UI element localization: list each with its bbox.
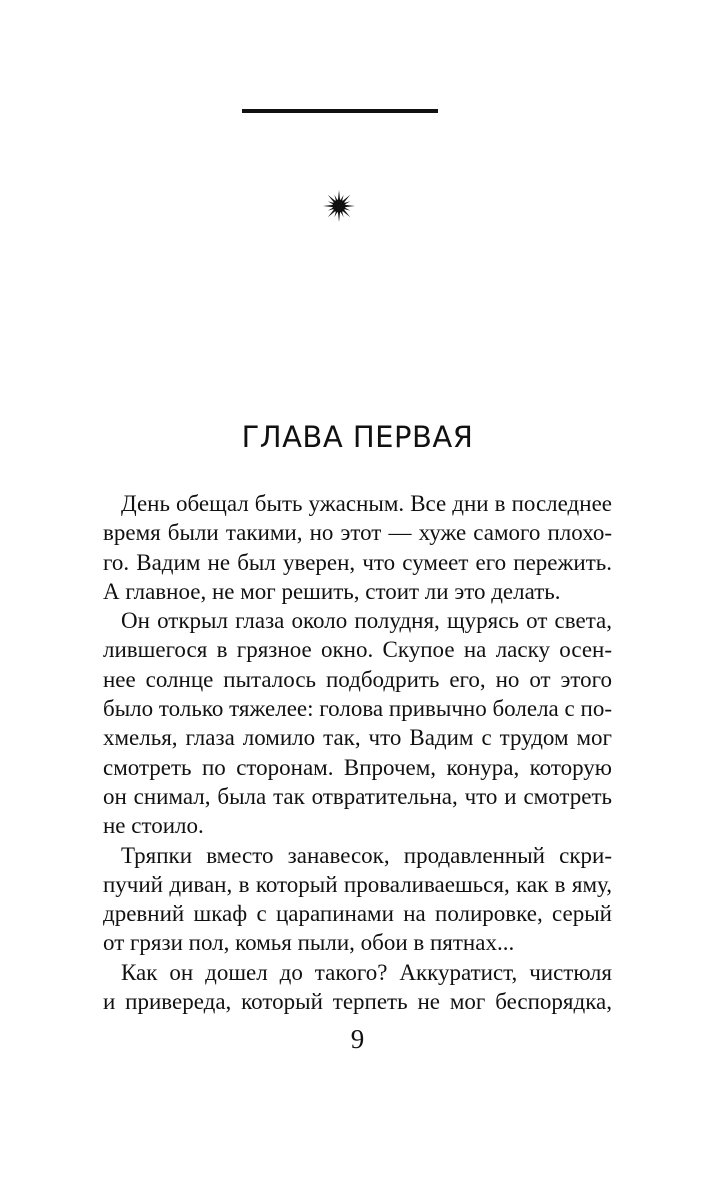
text-line: Как он дошел до такого? Аккуратист, чистюля — [121, 959, 612, 985]
text-line: было только тяжелее: голова привычно болела с по- — [103, 696, 612, 722]
body-text — [103, 489, 612, 1016]
paragraph — [103, 489, 612, 606]
chapter-title: ГЛАВА ПЕРВАЯ — [241, 420, 474, 454]
text-line: смотреть по сторонам. Впрочем, конура, которую — [103, 754, 612, 780]
text-line: время были такими, но этот — хуже самого плохо- — [103, 520, 612, 546]
text-line: Он открыл глаза около полудня, щурясь от света, — [121, 608, 612, 634]
text-line: го. Вадим не был уверен, что сумеет его пережить. — [103, 549, 612, 575]
text-line: лившегося в грязное окно. Скупое на ласку осен- — [103, 637, 612, 663]
text-line: древний шкаф с царапинами на полировке, серый — [103, 901, 612, 927]
paragraph — [103, 841, 612, 958]
text-line: Тряпки вместо занавесок, продавленный скри- — [121, 842, 612, 868]
text-line: и привереда, который терпеть не мог беспорядка, — [103, 989, 612, 1015]
asterism-star-icon — [322, 189, 356, 223]
page-number: 9 — [350, 1024, 365, 1054]
top-rule — [242, 109, 438, 113]
paragraph — [103, 958, 612, 1017]
text-line: не стоило. — [103, 813, 204, 839]
text-line: хмелья, глаза ломило так, что Вадим с трудом мог — [103, 725, 612, 751]
text-line: нее солнце пыталось подбодрить его, но от этого — [103, 666, 612, 692]
text-line: от грязи пол, комья пыли, обои в пятнах... — [103, 930, 515, 956]
text-line: пучий диван, в который проваливаешься, как в яму, — [103, 871, 612, 897]
text-line: он снимал, была так отвратительна, что и смотреть — [103, 783, 612, 809]
text-line: День обещал быть ужасным. Все дни в последнее — [121, 491, 612, 516]
paragraph — [103, 606, 612, 840]
text-line: А главное, не мог решить, стоит ли это делать. — [103, 578, 561, 604]
